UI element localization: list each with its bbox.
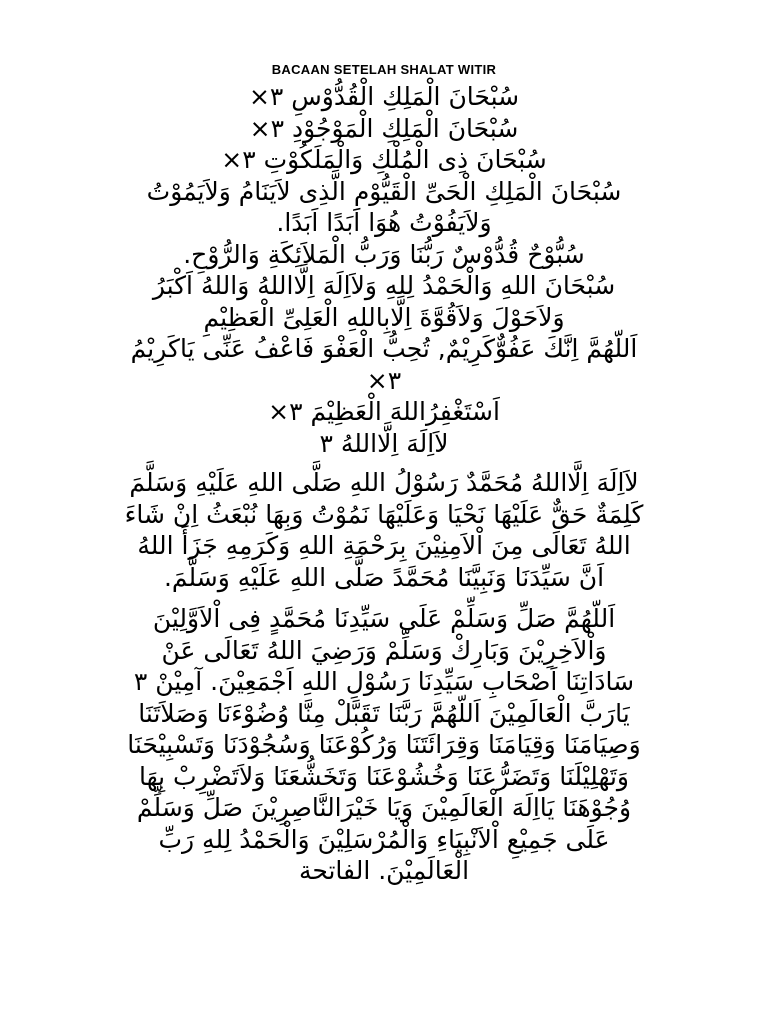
text-line: سُبْحَانَ الْمَلِكِ الْحَىِّ الْقَيُّوْمِ الَّذِى لاَيَنَامُ وَلاَيَمُوْتُ	[146, 176, 622, 206]
prayer-section-tasbih	[70, 81, 698, 459]
text-line: الْعَالَمِيْنَ. الفاتحة	[298, 856, 470, 885]
text-line: سُبُّوْحٌ قُدُّوْسٌ رَبُّنَا وَرَبُّ الْمَلاَئِكَةِ وَالرُّوْحِ.	[183, 239, 585, 269]
text-line: سَادَاتِنَا اَصْحَابِ سَيِّدِنَا رَسُوْلِ اللهِ اَجْمَعِيْنَ. آمِيْنْ ٣	[133, 667, 635, 696]
text-line: وَتَهْلِيْلَنَا وَتَضَرُّعَنَا وَخُشُوْعَنَا وَتَخَشُّعَنَا وَلاَتَضْرِبْ بِهَا	[138, 761, 630, 791]
text-line: يَارَبَّ الْعَالَمِيْنَ اَللّهُمَّ رَبَّنَا تَقَبَّلْ مِنَّا وُضُوْءَنَا وَصَلاَتَنَا	[138, 698, 630, 728]
text-line: وَلاَحَوْلَ وَلاَقُوَّةَ اِلَّابِاللهِ الْعَلِىِّ الْعَظِيْمِ	[203, 302, 565, 332]
text-line: ٣×	[366, 365, 402, 395]
text-line: اَللّهُمَّ اِنَّكَ عَفُوٌّكَرِيْمٌ, تُحِبُّ الْعَفْوَ فَاعْفُ عَنِّى يَاكَرِيْمُ	[130, 334, 638, 363]
text-line: اَسْتَغْفِرُاللهَ الْعَظِيْمَ ٣×	[268, 397, 500, 426]
text-line: وَاْلاَخِرِيْنَ وَبَارِكْ وَسَلِّمْ وَرَضِيَ اللهُ تَعَالَى عَنْ	[161, 635, 607, 665]
text-line: عَلَى جَمِيْعِ اْلاَنْبِيَاءِ وَالْمُرْسَلِيْنَ وَالْحَمْدُ لِلهِ رَبِّ	[158, 824, 610, 854]
text-line: سُبْحَانَ ذِى الْمُلْكِ وَالْمَلَكُوْتِ ٣×	[221, 145, 547, 174]
prayer-section-shahada	[70, 467, 698, 593]
text-line: سُبْحَانَ الْمَلِكِ الْقُدُّوْسِ ٣×	[248, 82, 520, 111]
text-line: سُبْحَانَ اللهِ وَالْحَمْدُ لِلهِ وَلاَاِلَهَ اِلَّااللهُ وَاللهُ اَكْبَرُ	[152, 271, 616, 300]
text-line: سُبْحَانَ الْمَلِكِ الْمَوْجُوْدِ ٣×	[249, 113, 519, 143]
text-line: اَنَّ سَيِّدَنَا وَنَبِيَّنَا مُحَمَّدً صَلَّى اللهِ عَلَيْهِ وَسَلَّمَ.	[163, 562, 605, 592]
text-line: وَصِيَامَنَا وَقِيَامَنَا وَقِرَائَتَنَا وَرُكُوْعَنَا وَسُجُوْدَنَا وَتَسْبِيْحَنَا	[127, 730, 641, 759]
text-line: وَلاَيَفُوْتُ هُوَا اَبَدًا اَبَدًا.	[276, 208, 492, 237]
text-line: وُجُوْهَنَا يَااِلَهَ الْعَالَمِيْنَ وَيَا خَيْرَالنَّاصِرِيْنَ صَلِّ وَسَلِّمْ	[136, 793, 632, 822]
text-line: اللهُ تَعَالَى مِنَ اْلاَمِنِيْنَ بِرَحْمَةِ اللهِ وَكَرَمِهِ جَزَأَ اللهُ	[137, 531, 631, 560]
text-line: اَللّهُمَّ صَلِّ وَسَلِّمْ عَلَى سَيِّدِنَا مُحَمَّدٍ فِى اْلاَوَّلِيْنَ	[152, 604, 616, 633]
prayer-section-shalawat	[70, 603, 698, 887]
text-line: كَلِمَةٌ حَقٌّ عَلَيْهَا نَحْيَا وَعَلَيْهَا نَمُوْتُ وَبِهَا نُبْعَثُ اِنْ شَاءَ	[124, 499, 644, 529]
text-line: لاَاِلَهَ اِلَّااللهُ ٣	[319, 428, 449, 458]
document-title: BACAAN SETELAH SHALAT WITIR	[271, 62, 497, 77]
text-line: لاَاِلَهَ اِلَّااللهُ مُحَمَّدٌ رَسُوْلُ اللهِ صَلَّى اللهِ عَلَيْهِ وَسَلَّمَ	[129, 468, 639, 497]
